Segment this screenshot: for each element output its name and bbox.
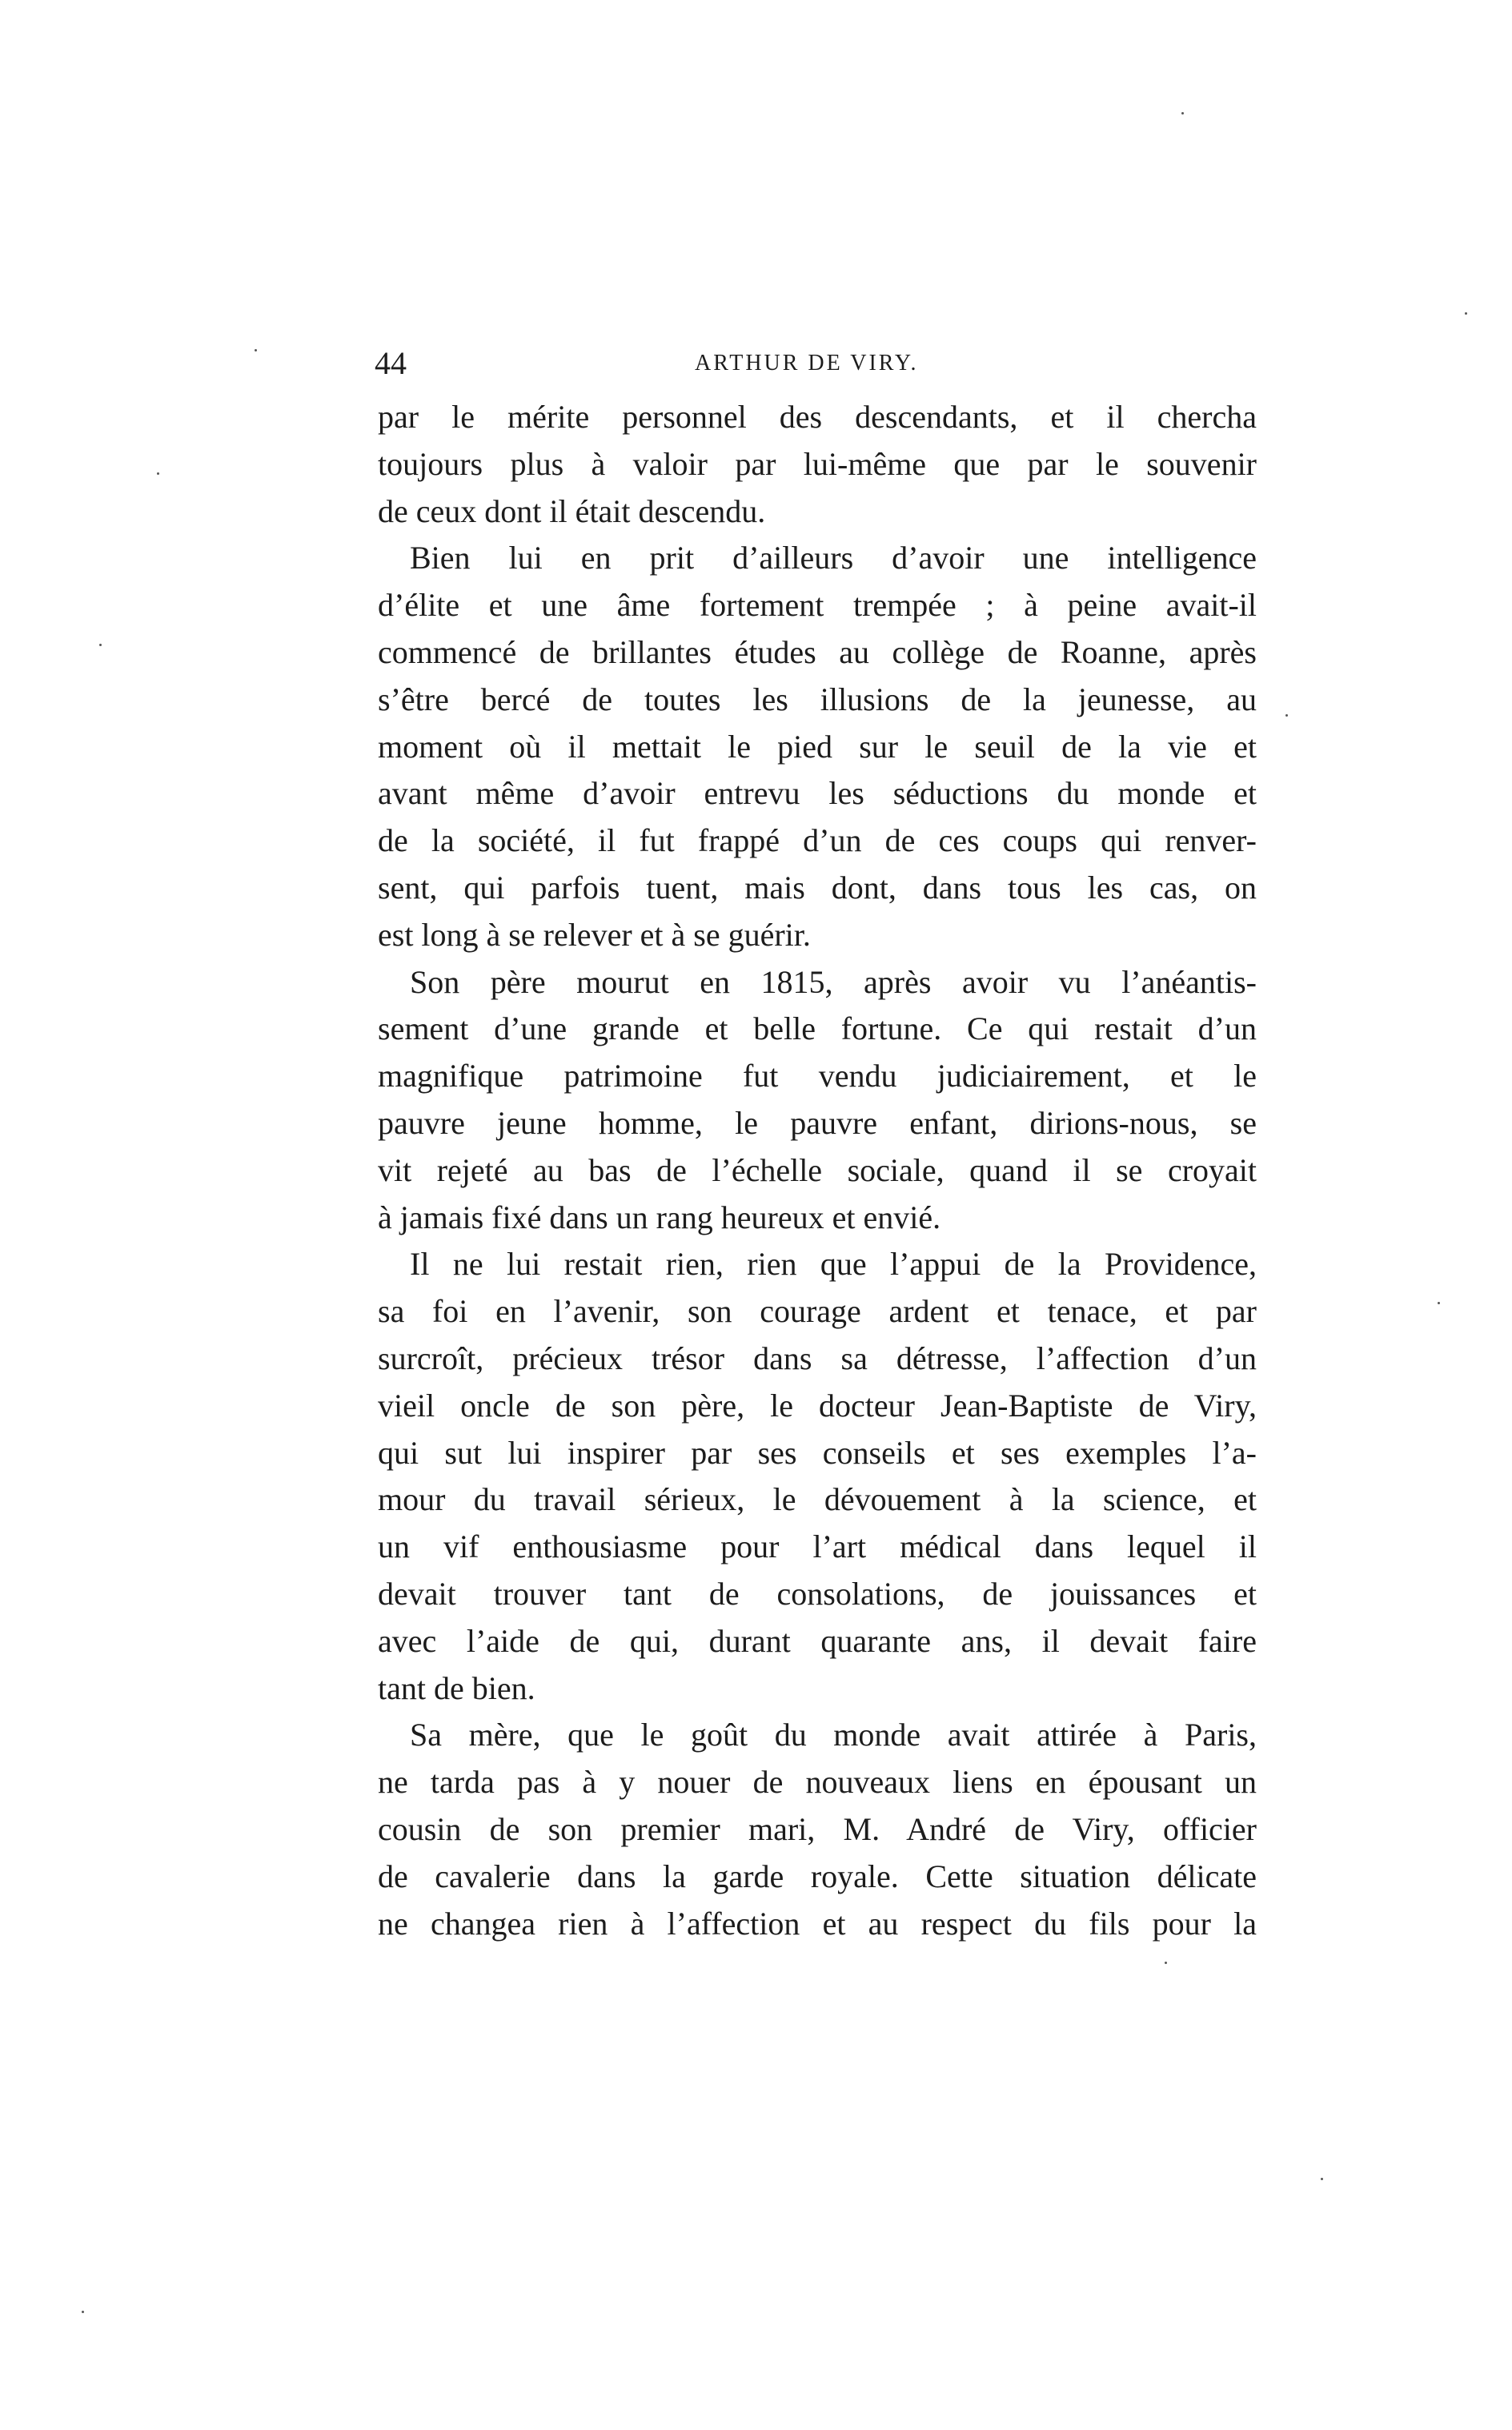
scan-speck [1465,312,1467,315]
text-line: pauvre jeune homme, le pauvre enfant, dirions-nous, se [378,1104,1257,1141]
scan-speck [157,472,159,475]
scan-speck [82,2311,84,2313]
text-line: à jamais fixé dans un rang heureux et envié. [378,1199,941,1235]
scan-speck [99,644,102,646]
text-line: devait trouver tant de consolations, de jouissances et [378,1575,1257,1612]
text-line: de ceux dont il était descendu. [378,492,766,529]
text-line: de la société, il fut frappé d’un de ces coups qui renver- [378,822,1257,859]
text-line: sent, qui parfois tuent, mais dont, dans tous les cas, on [378,869,1257,906]
body-text [378,394,1257,1947]
scan-speck [255,349,257,351]
scan-speck [1165,1962,1167,1964]
text-line: surcroît, précieux trésor dans sa détresse, l’affection d’un [378,1340,1257,1376]
text-line: Sa mère, que le goût du monde avait attirée à Paris, [410,1717,1257,1753]
scan-speck [1438,1302,1440,1304]
text-line: Il ne lui restait rien, rien que l’appui de la Providence, [410,1246,1257,1283]
text-line: avec l’aide de qui, durant quarante ans, il devait faire [378,1622,1257,1659]
text-line: sement d’une grande et belle fortune. Ce qui restait d’un [378,1010,1257,1047]
page-number: 44 [375,345,407,381]
text-line: est long à se relever et à se guérir. [378,916,811,953]
text-line: s’être bercé de toutes les illusions de la jeunesse, au [378,681,1257,717]
text-line: sa foi en l’avenir, son courage ardent et tenace, et par [378,1293,1257,1330]
text-line: moment où il mettait le pied sur le seuil de la vie et [378,728,1257,765]
text-line: qui sut lui inspirer par ses conseils et ses exemples l’a- [378,1434,1257,1471]
text-line: cousin de son premier mari, M. André de Viry, officier [378,1810,1257,1847]
text-line: avant même d’avoir entrevu les séductions du monde et [378,775,1257,812]
text-line: toujours plus à valoir par lui-même que par le souvenir [378,445,1257,482]
text-line: vit rejeté au bas de l’échelle sociale, quand il se croyait [378,1151,1257,1188]
text-line: Bien lui en prit d’ailleurs d’avoir une intelligence [410,540,1257,576]
scan-speck [1321,2178,1323,2180]
scan-speck [1181,112,1184,114]
text-line: ne changea rien à l’affection et au respect du fils pour la [378,1905,1257,1942]
text-line: tant de bien. [378,1669,535,1706]
text-line: d’élite et une âme fortement trempée ; à peine avait-il [378,587,1257,624]
text-line: un vif enthousiasme pour l’art médical dans lequel il [378,1528,1257,1565]
page-header [375,339,1255,388]
running-title: ARTHUR DE VIRY. [695,351,919,376]
text-line: magnifique patrimoine fut vendu judiciairement, et le [378,1058,1257,1095]
text-line: par le mérite personnel des descendants, et il chercha [378,399,1257,435]
text-line: ne tarda pas à y nouer de nouveaux liens en épousant un [378,1764,1257,1801]
text-line: mour du travail sérieux, le dévouement à la science, et [378,1481,1257,1518]
text-line: Son père mourut en 1815, après avoir vu l’anéantis- [410,963,1257,1000]
text-line: de cavalerie dans la garde royale. Cette situation délicate [378,1858,1257,1894]
text-line: vieil oncle de son père, le docteur Jean-Baptiste de Viry, [378,1387,1257,1424]
text-line: commencé de brillantes études au collège de Roanne, après [378,633,1257,670]
scan-speck [1285,714,1288,717]
